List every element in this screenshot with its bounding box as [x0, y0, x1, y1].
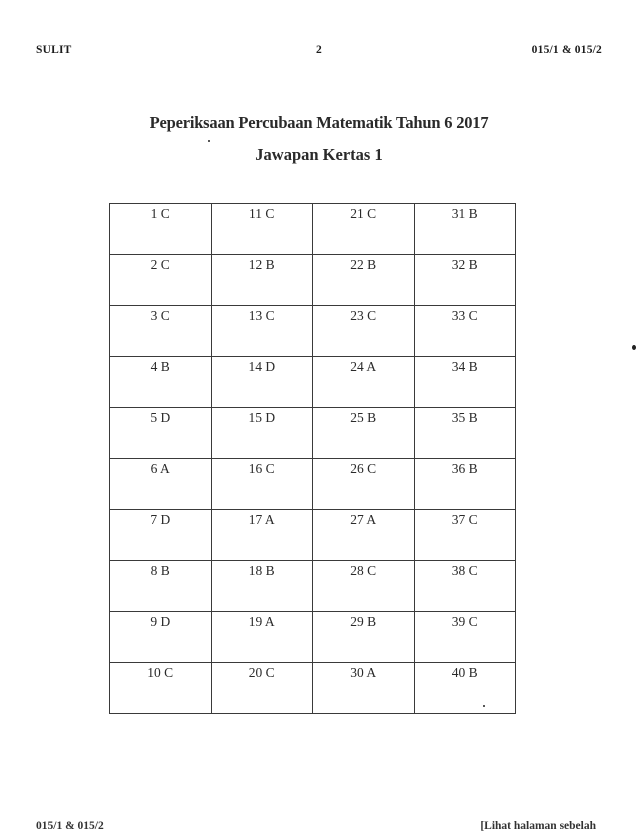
- answer-cell: 34 B: [414, 357, 516, 408]
- answer-cell: 32 B: [414, 255, 516, 306]
- answer-cell: 19 A: [211, 612, 313, 663]
- table-row: [110, 255, 516, 306]
- table-row: [110, 561, 516, 612]
- answer-cell: 9 D: [110, 612, 212, 663]
- answer-cell: 6 A: [110, 459, 212, 510]
- answer-cell: 21 C: [313, 204, 415, 255]
- answer-cell: 3 C: [110, 306, 212, 357]
- answer-cell: 23 C: [313, 306, 415, 357]
- answer-cell: 11 C: [211, 204, 313, 255]
- header-classification: SULIT: [36, 44, 72, 56]
- answer-cell: 5 D: [110, 408, 212, 459]
- table-row: [110, 510, 516, 561]
- page-number: 2: [316, 44, 322, 56]
- answer-cell: 14 D: [211, 357, 313, 408]
- answer-cell: 39 C: [414, 612, 516, 663]
- answer-table-body: [110, 204, 516, 714]
- table-row: [110, 306, 516, 357]
- table-row: [110, 663, 516, 714]
- answer-cell: 33 C: [414, 306, 516, 357]
- footer-turn-page: [Lihat halaman sebelah: [480, 820, 596, 832]
- answer-cell: 18 B: [211, 561, 313, 612]
- answer-cell: 8 B: [110, 561, 212, 612]
- table-row: [110, 357, 516, 408]
- answer-cell: 38 C: [414, 561, 516, 612]
- answer-table: [109, 203, 516, 714]
- answer-cell: 29 B: [313, 612, 415, 663]
- answer-cell: 7 D: [110, 510, 212, 561]
- answer-cell: 25 B: [313, 408, 415, 459]
- answer-cell: 37 C: [414, 510, 516, 561]
- answer-cell: 27 A: [313, 510, 415, 561]
- table-row: [110, 612, 516, 663]
- scan-speck: [632, 345, 636, 350]
- scan-speck: [208, 140, 210, 142]
- answer-cell: 13 C: [211, 306, 313, 357]
- document-subtitle: Jawapan Kertas 1: [255, 145, 383, 164]
- paper-code: 015/1 & 015/2: [531, 44, 602, 56]
- answer-cell: 4 B: [110, 357, 212, 408]
- answer-cell: 15 D: [211, 408, 313, 459]
- answer-cell: 26 C: [313, 459, 415, 510]
- document-title: Peperiksaan Percubaan Matematik Tahun 6 2017: [149, 113, 489, 132]
- answer-cell: 22 B: [313, 255, 415, 306]
- answer-cell: 28 C: [313, 561, 415, 612]
- answer-cell: 10 C: [110, 663, 212, 714]
- answer-cell: 16 C: [211, 459, 313, 510]
- footer-paper-code: 015/1 & 015/2: [36, 820, 104, 832]
- table-row: [110, 204, 516, 255]
- answer-cell: 36 B: [414, 459, 516, 510]
- table-row: [110, 459, 516, 510]
- answer-cell: 1 C: [110, 204, 212, 255]
- answer-cell: 40 B: [414, 663, 516, 714]
- answer-cell: 35 B: [414, 408, 516, 459]
- answer-cell: 2 C: [110, 255, 212, 306]
- answer-cell: 17 A: [211, 510, 313, 561]
- answer-cell: 31 B: [414, 204, 516, 255]
- answer-cell: 12 B: [211, 255, 313, 306]
- scan-speck: [483, 705, 485, 707]
- answer-cell: 20 C: [211, 663, 313, 714]
- answer-cell: 30 A: [313, 663, 415, 714]
- table-row: [110, 408, 516, 459]
- answer-cell: 24 A: [313, 357, 415, 408]
